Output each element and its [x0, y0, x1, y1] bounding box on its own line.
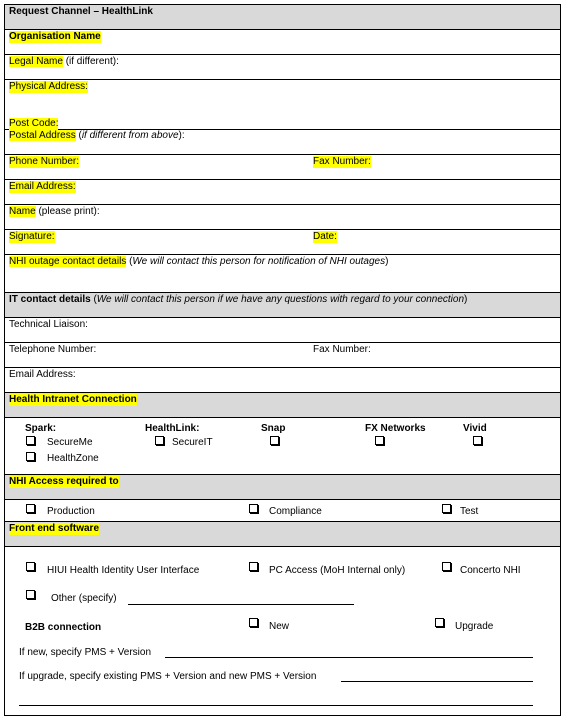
if-new-label: If new, specify PMS + Version [19, 647, 152, 658]
new-label: New [269, 621, 290, 632]
healthlink-label: HealthLink: [145, 423, 200, 434]
production-checkbox[interactable] [26, 504, 35, 513]
frontend-section-label: Front end software [9, 523, 100, 534]
form-title: Request Channel – HealthLink [9, 6, 153, 17]
if-upgrade-label: If upgrade, specify existing PMS + Version and new PMS + Version [19, 671, 317, 682]
secureit-checkbox[interactable] [155, 436, 164, 445]
other-specify-line[interactable] [128, 604, 354, 605]
snap-label: Snap [261, 423, 286, 434]
nhi-outage-contact-row[interactable] [5, 255, 560, 293]
postal-address-row[interactable] [5, 130, 560, 155]
extra-line[interactable] [19, 705, 533, 706]
nhi-access-section-label: NHI Access required to [9, 476, 119, 487]
healthzone-checkbox[interactable] [26, 452, 35, 461]
frontend-options [5, 547, 560, 717]
email-address-label: Email Address: [9, 181, 76, 192]
physical-address-row[interactable] [5, 80, 560, 130]
it-email-row[interactable] [5, 368, 560, 393]
signature-label: Signature: [9, 231, 55, 242]
concerto-checkbox[interactable] [442, 562, 451, 571]
organisation-name-label: Organisation Name [9, 31, 101, 42]
secureme-checkbox[interactable] [26, 436, 35, 445]
other-checkbox[interactable] [26, 590, 35, 599]
nhi-outage-contact-label: NHI outage contact details (We will contact this person for notification of NHI outages) [9, 256, 389, 267]
test-label: Test [460, 506, 479, 517]
signature-date-row[interactable] [5, 230, 560, 255]
fx-networks-label: FX Networks [365, 423, 426, 434]
secureit-label: SecureIT [172, 437, 213, 448]
email-row[interactable] [5, 180, 560, 205]
other-label: Other (specify) [51, 593, 117, 604]
fax-number-label: Fax Number: [313, 156, 371, 167]
compliance-checkbox[interactable] [249, 504, 258, 513]
pc-access-label: PC Access (MoH Internal only) [269, 565, 406, 576]
spark-label: Spark: [25, 423, 57, 434]
legal-name-field-label: Legal Name (if different): [9, 56, 119, 67]
compliance-label: Compliance [269, 506, 322, 517]
concerto-label: Concerto NHI [460, 565, 521, 576]
vivid-checkbox[interactable] [473, 436, 482, 445]
name-field-label: Name (please print): [9, 206, 100, 217]
technical-liaison-label: Technical Liaison: [9, 319, 88, 330]
name-row[interactable] [5, 205, 560, 230]
intranet-section-label: Health Intranet Connection [9, 394, 137, 405]
technical-liaison-row[interactable] [5, 318, 560, 343]
nhi-access-header [5, 475, 560, 500]
phone-fax-row[interactable] [5, 155, 560, 180]
legal-name-row[interactable] [5, 55, 560, 80]
phone-number-label: Phone Number: [9, 156, 80, 167]
hiui-checkbox[interactable] [26, 562, 35, 571]
upgrade-checkbox[interactable] [435, 618, 444, 627]
healthzone-label: HealthZone [47, 453, 99, 464]
post-code-label: Post Code: [9, 118, 59, 129]
new-checkbox[interactable] [249, 618, 258, 627]
it-contact-header [5, 293, 560, 318]
nhi-access-options [5, 500, 560, 522]
it-fax-label: Fax Number: [313, 344, 371, 355]
frontend-header [5, 522, 560, 547]
snap-checkbox[interactable] [270, 436, 279, 445]
if-new-line[interactable] [165, 657, 533, 658]
fx-networks-checkbox[interactable] [375, 436, 384, 445]
test-checkbox[interactable] [442, 504, 451, 513]
physical-address-label: Physical Address: [9, 81, 88, 92]
it-telephone-label: Telephone Number: [9, 344, 97, 355]
postal-address-field-label: Postal Address (if different from above): [9, 130, 185, 141]
secureme-label: SecureMe [47, 437, 93, 448]
intranet-options [5, 418, 560, 475]
b2b-connection-label: B2B connection [25, 622, 102, 633]
pc-access-checkbox[interactable] [249, 562, 258, 571]
request-form [4, 4, 561, 716]
upgrade-label: Upgrade [455, 621, 494, 632]
it-telephone-fax-row[interactable] [5, 343, 560, 368]
hiui-label: HIUI Health Identity User Interface [47, 565, 200, 576]
it-email-label: Email Address: [9, 369, 76, 380]
vivid-label: Vivid [463, 423, 487, 434]
production-label: Production [47, 506, 95, 517]
it-contact-label: IT contact details (We will contact this person if we have any questions with regard to your connection) [9, 294, 468, 305]
date-label: Date: [313, 231, 337, 242]
organisation-name-row[interactable] [5, 30, 560, 55]
intranet-header [5, 393, 560, 418]
if-upgrade-line[interactable] [341, 681, 533, 682]
form-header [5, 5, 560, 30]
